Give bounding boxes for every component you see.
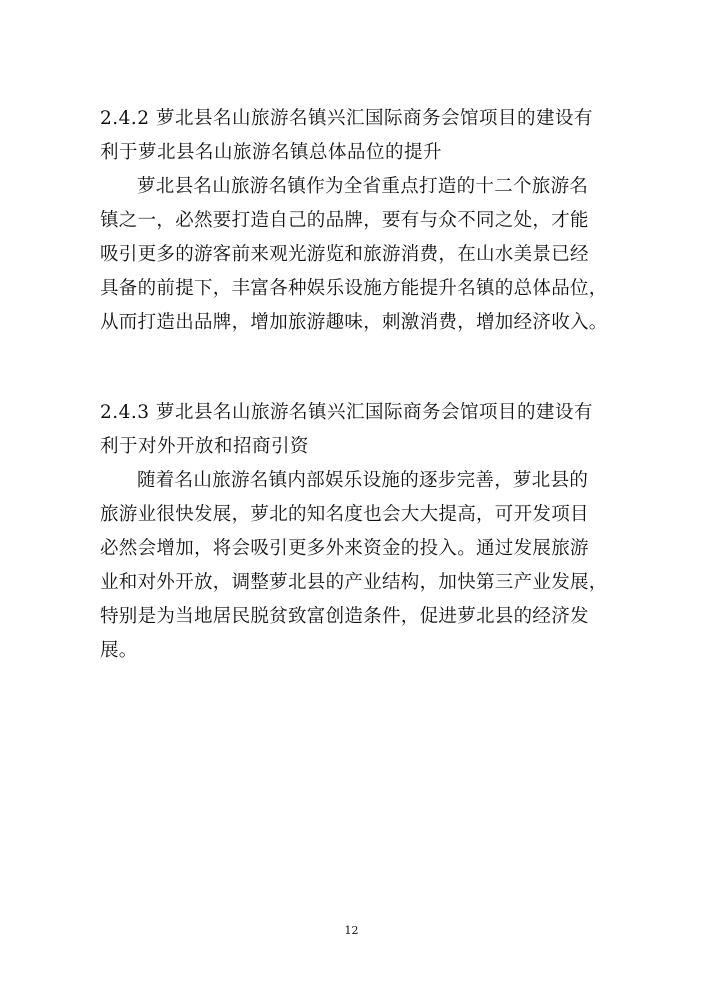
paragraph-line: 随着名山旅游名镇内部娱乐设施的逐步完善，萝北县的 bbox=[137, 470, 589, 491]
section-heading-line: 利于对外开放和招商引资 bbox=[100, 436, 310, 457]
paragraph-line: 必然会增加，将会吸引更多外来资金的投入。通过发展旅游 bbox=[100, 538, 589, 559]
paragraph-line: 具备的前提下，丰富各种娱乐设施方能提升名镇的总体品位， bbox=[100, 278, 608, 299]
paragraph-line: 业和对外开放，调整萝北县的产业结构，加快第三产业发展， bbox=[100, 572, 608, 593]
paragraph-line: 从而打造出品牌，增加旅游趣味，刺激消费，增加经济收入。 bbox=[100, 312, 608, 333]
paragraph-line: 萝北县名山旅游名镇作为全省重点打造的十二个旅游名 bbox=[137, 176, 589, 197]
paragraph-line: 旅游业很快发展，萝北的知名度也会大大提高，可开发项目 bbox=[100, 504, 589, 525]
paragraph-line: 镇之一，必然要打造自己的品牌，要有与众不同之处，才能 bbox=[100, 210, 589, 231]
section-2-4-2 bbox=[100, 102, 608, 340]
paragraph-line: 展。 bbox=[100, 640, 138, 661]
section-heading-line: 2.4.3 萝北县名山旅游名镇兴汇国际商务会馆项目的建设有 bbox=[100, 402, 593, 423]
section-heading-line: 利于萝北县名山旅游名镇总体品位的提升 bbox=[100, 142, 443, 163]
paragraph-line: 特别是为当地居民脱贫致富创造条件，促进萝北县的经济发 bbox=[100, 606, 589, 627]
paragraph-line: 吸引更多的游客前来观光游览和旅游消费，在山水美景已经 bbox=[100, 244, 589, 265]
page-number: 12 bbox=[344, 924, 359, 937]
section-heading-line: 2.4.2 萝北县名山旅游名镇兴汇国际商务会馆项目的建设有 bbox=[100, 108, 593, 129]
section-2-4-3 bbox=[100, 396, 608, 668]
